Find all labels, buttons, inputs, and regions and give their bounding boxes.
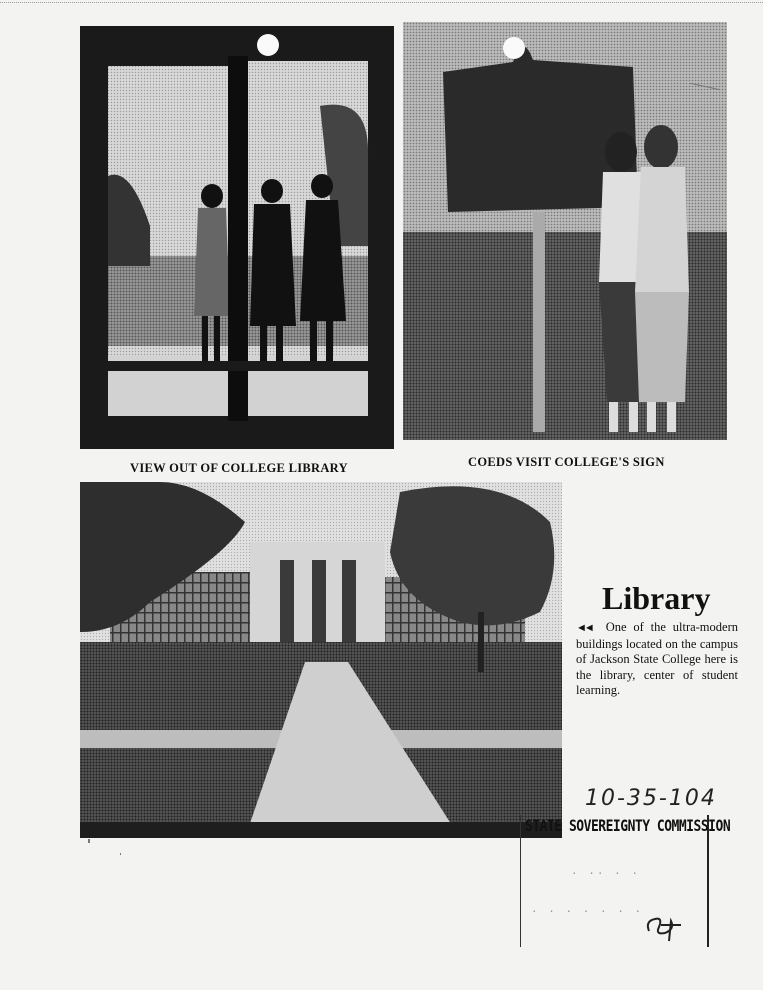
- caption-coeds-sign: COEDS VISIT COLLEGE'S SIGN: [468, 455, 665, 469]
- stamp-faded-line: · · · · · · ·: [531, 905, 644, 918]
- article-heading: Library: [602, 580, 711, 616]
- stray-mark: [88, 839, 90, 843]
- article-body-text: One of the ultra-modern buildings located on the campus of Jackson State College here is the library, center of student learning.: [576, 620, 738, 697]
- stamp-faded-line: · ·· · ·: [571, 867, 640, 880]
- photo-library-doors: [80, 26, 394, 449]
- photo-library-building: [80, 482, 562, 838]
- top-dotted-border: [0, 2, 763, 3]
- commission-stamp: [520, 815, 731, 947]
- article-body: [576, 620, 738, 699]
- handwritten-file-number: 10-35-104: [585, 786, 717, 811]
- handwritten-initials-icon: [641, 911, 691, 943]
- photo-coeds-sign: [403, 22, 727, 440]
- arrow-icon: ◄◄: [576, 622, 592, 634]
- stamp-agency-name: STATE SOVEREIGNTY COMMISSION: [525, 817, 731, 836]
- caption-library-view: VIEW OUT OF COLLEGE LIBRARY: [130, 461, 348, 475]
- stray-mark: [120, 853, 121, 855]
